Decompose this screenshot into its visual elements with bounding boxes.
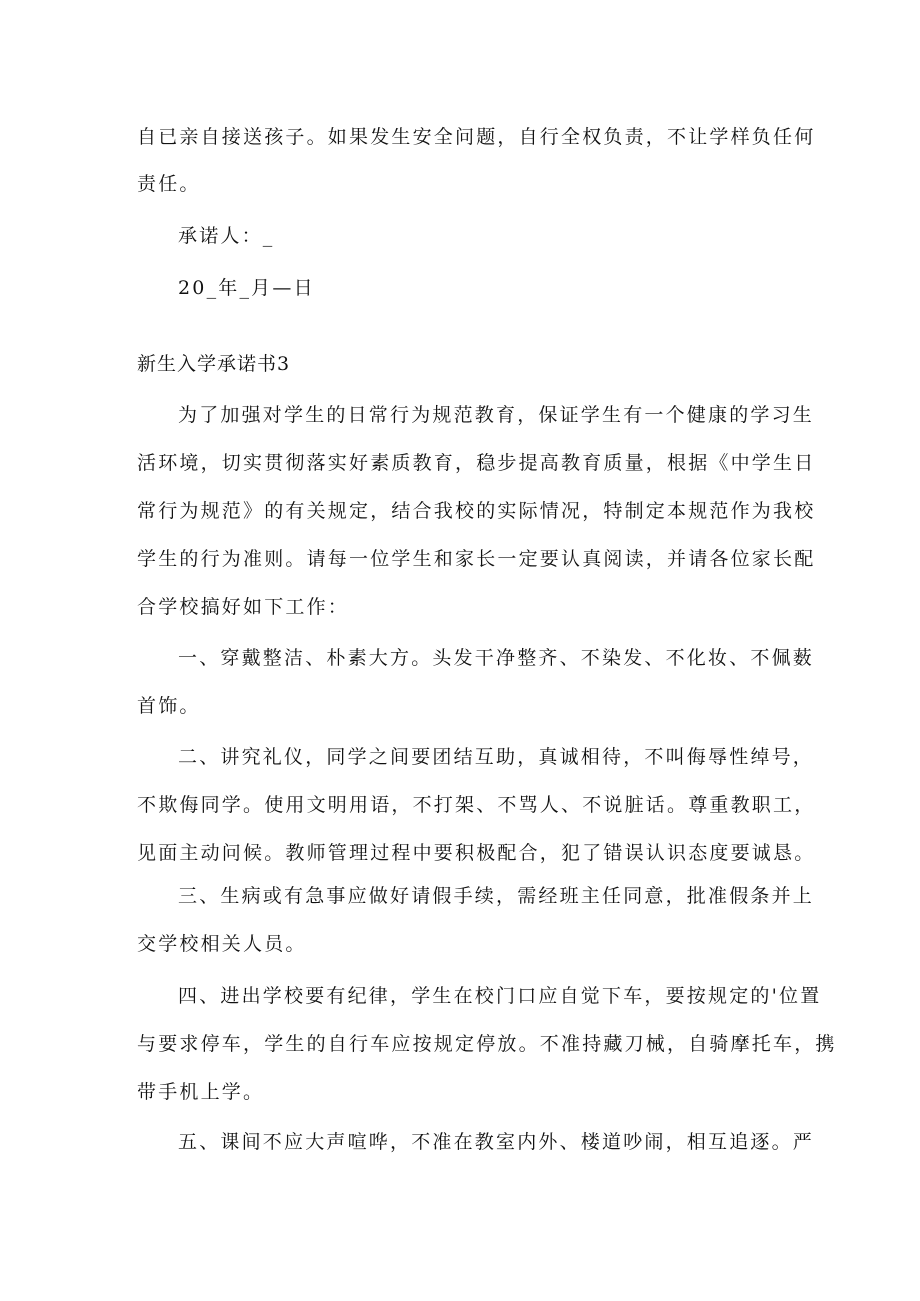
paragraph-line: 学生的行为准则。请每一位学生和家长一定要认真阅读，并请各位家长配 [137, 548, 816, 570]
paragraph-line: 与要求停车，学生的自行车应按规定停放。不准持藏刀械，自骑摩托车，携 [137, 1033, 837, 1055]
paragraph-line: 活环境，切实贯彻落实好素质教育，稳步提高教育质量，根据《中学生日 [137, 452, 816, 474]
date-line: 20_年_月—日 [178, 277, 315, 299]
paragraph-line: 为了加强对学生的日常行为规范教育，保证学生有一个健康的学习生 [178, 404, 815, 426]
rule-item-4: 四、进出学校要有纪律，学生在校门口应自觉下车，要按规定的'位置 [178, 985, 822, 1007]
paragraph-line: 自已亲自接送孩子。如果发生安全问题，自行全权负责，不让学样负任何 [137, 126, 816, 148]
paragraph-line: 见面主动问候。教师管理过程中要积极配合，犯了错误认识态度要诚恳。 [137, 842, 816, 864]
rule-item-2: 二、讲究礼仪，同学之间要团结互助，真诚相待，不叫侮辱性绰号， [178, 746, 815, 768]
paragraph-line: 不欺侮同学。使用文明用语，不打架、不骂人、不说脏话。尊重教职工， [137, 794, 816, 816]
signature-label: 承诺人：_ [178, 225, 275, 247]
paragraph-line: 交学校相关人员。 [137, 933, 307, 955]
rule-item-1: 一、穿戴整洁、朴素大方。头发干净整齐、不染发、不化妆、不佩薮 [178, 647, 815, 669]
rule-item-5: 五、课间不应大声喧哗，不准在教室内外、楼道吵闹，相互追逐。严 [178, 1131, 815, 1153]
paragraph-line: 带手机上学。 [137, 1081, 265, 1103]
section-heading: 新生入学承诺书3 [137, 353, 291, 375]
rule-item-3: 三、生病或有急事应做好请假手续，需经班主任同意，批准假条并上 [178, 885, 815, 907]
paragraph-line: 合学校搞好如下工作： [137, 596, 350, 618]
paragraph-line: 常行为规范》的有关规定，结合我校的实际情况，特制定本规范作为我校 [137, 500, 816, 522]
paragraph-line: 首饰。 [137, 695, 201, 717]
paragraph-line: 责任。 [137, 173, 201, 195]
